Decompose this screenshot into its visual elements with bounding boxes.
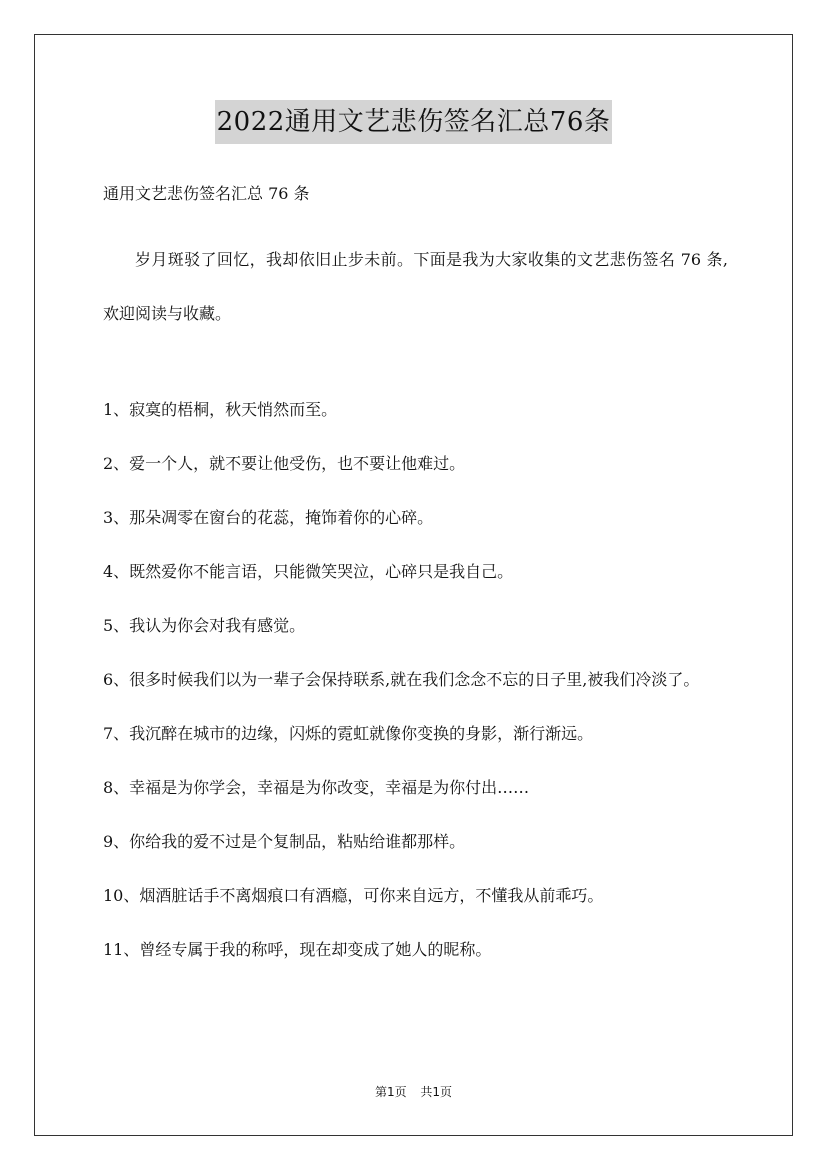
intro-paragraph: 岁月斑驳了回忆，我却依旧止步未前。下面是我为大家收集的文艺悲伤签名 76 条,欢迎阅读与收藏。 (103, 250, 728, 323)
list-item: 8、幸福是为你学会，幸福是为你改变，幸福是为你付出…… (103, 778, 530, 797)
list-item: 9、你给我的爱不过是个复制品，粘贴给谁都那样。 (103, 832, 466, 851)
signature-list (103, 383, 748, 977)
document-title: 2022通用文艺悲伤签名汇总76条 (215, 100, 613, 144)
list-item: 5、我认为你会对我有感觉。 (103, 616, 306, 635)
list-item: 11、曾经专属于我的称呼，现在却变成了她人的昵称。 (103, 940, 492, 959)
list-item: 1、寂寞的梧桐，秋天悄然而至。 (103, 400, 338, 419)
list-item: 6、很多时候我们以为一辈子会保持联系,就在我们念念不忘的日子里,被我们冷淡了。 (103, 670, 700, 689)
list-item: 3、那朵凋零在窗台的花蕊，掩饰着你的心碎。 (103, 508, 434, 527)
title-container (0, 100, 827, 144)
page-footer (0, 1083, 827, 1101)
list-item: 4、既然爱你不能言语，只能微笑哭泣，心碎只是我自己。 (103, 562, 514, 581)
list-item: 7、我沉醉在城市的边缘，闪烁的霓虹就像你变换的身影，渐行渐远。 (103, 724, 594, 743)
document-subtitle: 通用文艺悲伤签名汇总 76 条 (103, 184, 310, 203)
page-total: 共1页 (420, 1085, 453, 1099)
page-number: 第1页 (374, 1085, 407, 1099)
list-item: 10、烟酒脏话手不离烟痕口有酒瘾，可你来自远方，不懂我从前乖巧。 (103, 886, 604, 905)
list-item: 2、爱一个人，就不要让他受伤，也不要让他难过。 (103, 454, 466, 473)
